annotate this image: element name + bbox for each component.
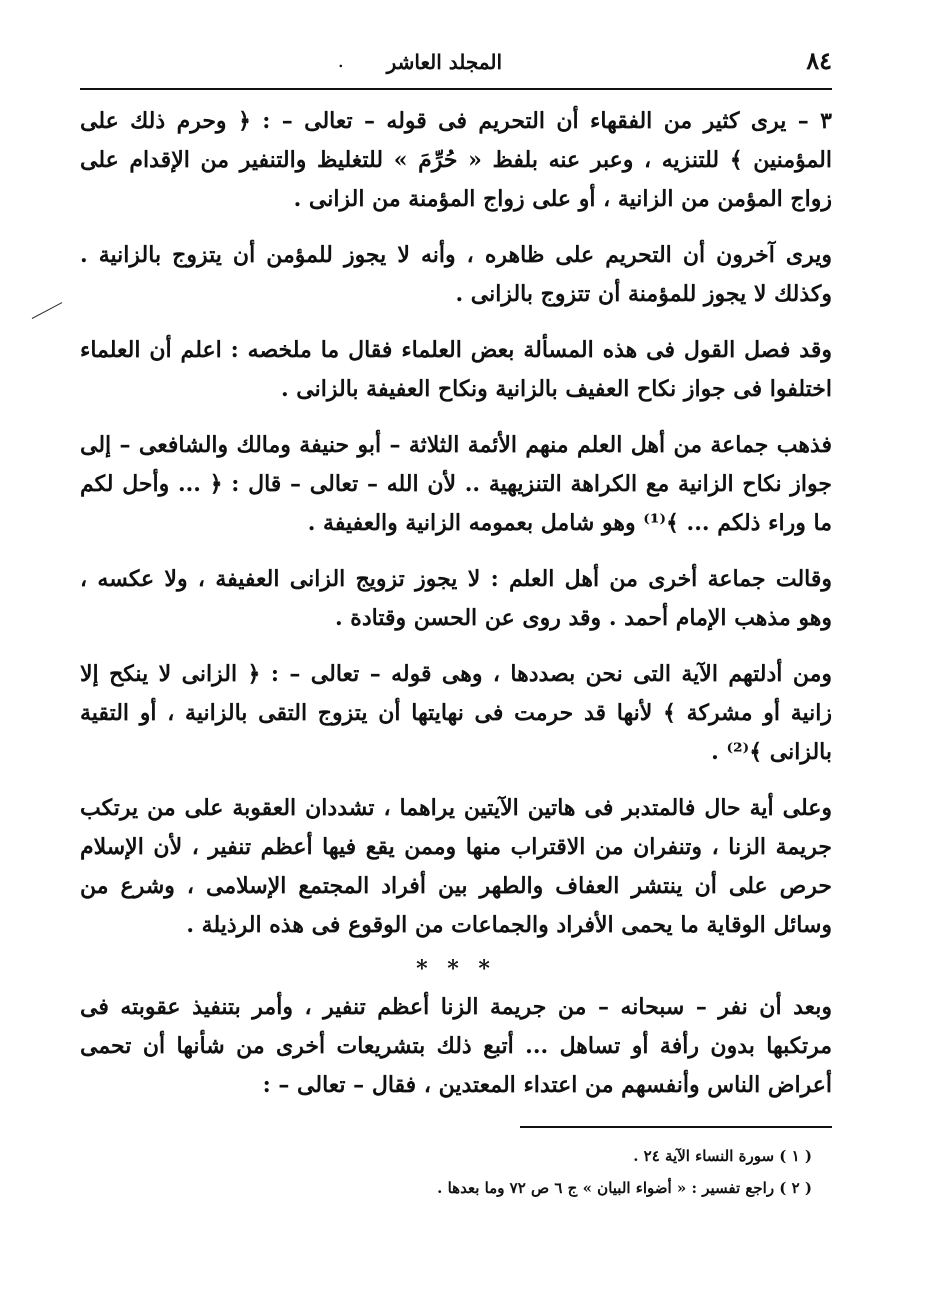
footnote-rule — [520, 1126, 832, 1128]
footnotes — [300, 1140, 812, 1204]
paragraph: ٣ – يرى كثير من الفقهاء أن التحريم فى قوله – تعالى – : ﴿ وحرم ذلك على المؤمنين ﴾ للتنزيه ، وعبر عنه بلفظ « حُرِّمَ » للتغليظ والتنفير من الإقدام على زواج المؤمن من الزانية ، أو على زواج المؤمنة من الزانى . — [80, 108, 832, 212]
footnote-1: ( ١ ) سورة النساء الآية ٢٤ . — [633, 1147, 812, 1165]
paragraph: ويرى آخرون أن التحريم على ظاهره ، وأنه لا يجوز للمؤمن أن يتزوج بالزانية . وكذلك لا يجوز للمؤمنة أن تتزوج بالزانى . — [80, 242, 832, 307]
page-number: ٨٤ — [806, 46, 832, 75]
header-dot: . — [337, 48, 344, 72]
paragraph: ومن أدلتهم الآية التى نحن بصددها ، وهى قوله – تعالى – : ﴿ الزانى لا ينكح إلا زانية أو مشركة ﴾ لأنها قد حرمت فى نهايتها أن يتزوج التقى بالزانية ، أو التقية بالزانى ﴾⁽²⁾ . — [80, 661, 832, 765]
header-rule — [80, 88, 832, 90]
paragraph: وعلى أية حال فالمتدبر فى هاتين الآيتين يراهما ، تشددان العقوبة على من يرتكب جريمة الزنا ، وتنفران من الاقتراب منها وممن يقع فيها أعظم تنفير ، لأن الإسلام حرص على أن ينتشر العفاف والطهر بين أفراد المجتمع الإسلامى ، وشرع من وسائل الوقاية ما يحمى الأفراد والجماعات من الوقوع فى هذه الرذيلة . — [80, 795, 832, 938]
footnote-2: ( ٢ ) راجع تفسير : « أضواء البيان » ج ٦ ص ٧٢ وما بعدها . — [437, 1179, 812, 1197]
running-title: المجلد العاشر — [386, 50, 502, 74]
margin-pen-mark — [32, 302, 62, 319]
main-text — [80, 102, 832, 1122]
closing-paragraph: وبعد أن نفر – سبحانه – من جريمة الزنا أعظم تنفير ، وأمر بتنفيذ عقوبته فى مرتكبها بدون رأفة أو تساهل ... أتبع ذلك بتشريعات أخرى من شأنها أن تحمى أعراض الناس وأنفسهم من اعتداء المعتدين ، فقال – تعالى – : — [80, 994, 832, 1098]
paragraph: وقالت جماعة أخرى من أهل العلم : لا يجوز تزويج الزانى العفيفة ، ولا عكسه ، وهو مذهب الإمام أحمد . وقد روى عن الحسن وقتادة . — [80, 566, 832, 631]
page-header — [80, 44, 832, 88]
paragraph: وقد فصل القول فى هذه المسألة بعض العلماء فقال ما ملخصه : اعلم أن العلماء اختلفوا فى جواز نكاح العفيف بالزانية ونكاح العفيفة بالزانى . — [80, 337, 832, 402]
paragraph: فذهب جماعة من أهل العلم منهم الأئمة الثلاثة – أبو حنيفة ومالك والشافعى – إلى جواز نكاح الزانية مع الكراهة التنزيهية .. لأن الله – تعالى – قال : ﴿ ... وأحل لكم ما وراء ذلكم ... ﴾⁽¹⁾ وهو شامل بعمومه الزانية والعفيفة . — [80, 432, 832, 536]
section-separator: * * * — [416, 956, 496, 982]
